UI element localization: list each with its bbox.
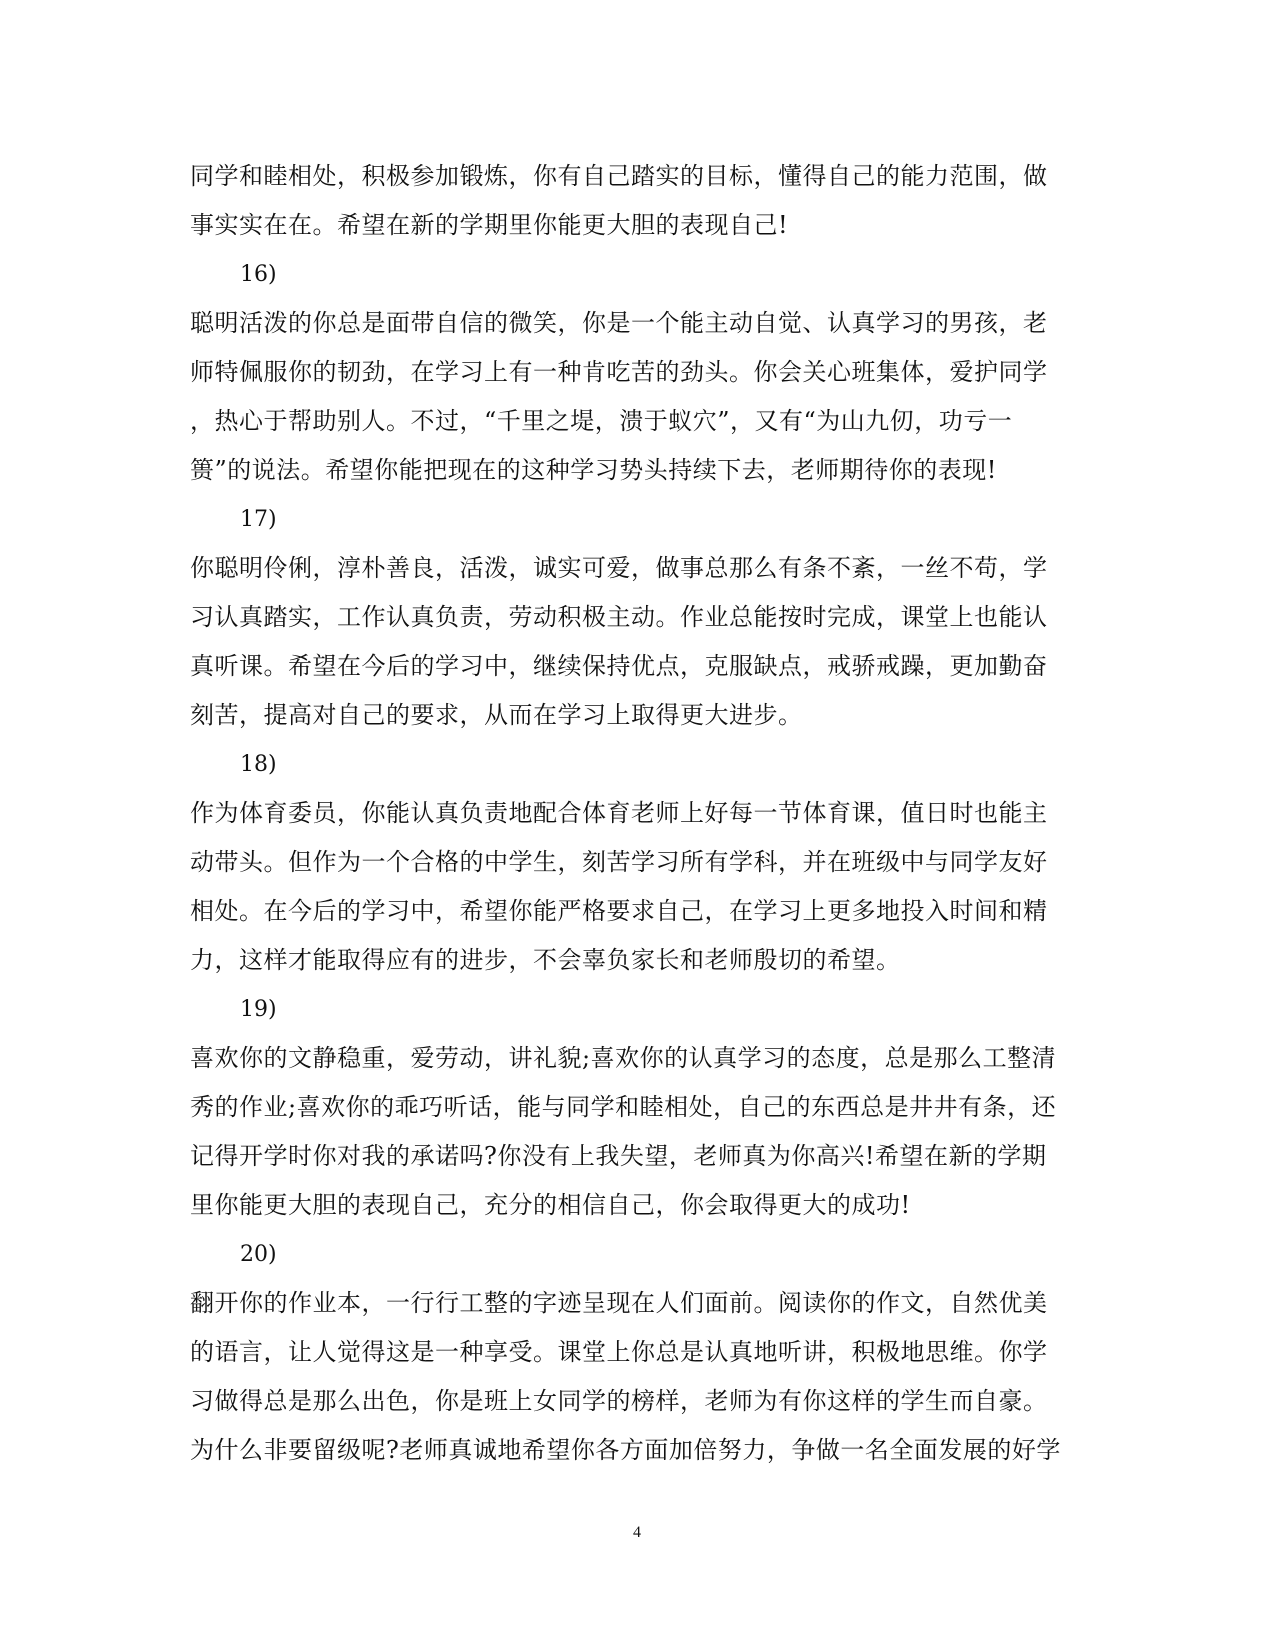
item-number: 20) <box>240 1242 277 1267</box>
text-line: 记得开学时你对我的承诺吗?你没有上我失望，老师真为你高兴!希望在新的学期 <box>190 1142 1047 1170</box>
text-line: 为什么非要留级呢?老师真诚地希望你各方面加倍努力，争做一名全面发展的好学 <box>190 1436 1061 1464</box>
text-line: 秀的作业;喜欢你的乖巧听话，能与同学和睦相处，自己的东西总是井井有条，还 <box>190 1093 1057 1121</box>
item-number: 19) <box>240 997 277 1022</box>
page-number: 4 <box>633 1524 641 1541</box>
text-line: 动带头。但作为一个合格的中学生，刻苦学习所有学科，并在班级中与同学友好 <box>190 848 1048 876</box>
text-line: 真听课。希望在今后的学习中，继续保持优点，克服缺点，戒骄戒躁，更加勤奋 <box>190 652 1048 680</box>
text-line: 的语言，让人觉得这是一种享受。课堂上你总是认真地听讲，积极地思维。你学 <box>190 1338 1048 1366</box>
text-line: 聪明活泼的你总是面带自信的微笑，你是一个能主动自觉、认真学习的男孩，老 <box>190 309 1048 337</box>
text-line: 作为体育委员，你能认真负责地配合体育老师上好每一节体育课，值日时也能主 <box>190 799 1048 827</box>
text-line: 喜欢你的文静稳重，爱劳动，讲礼貌;喜欢你的认真学习的态度，总是那么工整清 <box>190 1044 1057 1072</box>
text-line: 刻苦，提高对自己的要求，从而在学习上取得更大进步。 <box>190 701 803 729</box>
text-line: 翻开你的作业本，一行行工整的字迹呈现在人们面前。阅读你的作文，自然优美 <box>190 1289 1048 1317</box>
item-number: 16) <box>240 262 277 287</box>
item-number: 18) <box>240 752 277 777</box>
text-line: ，热心于帮助别人。不过，“千里之堤，溃于蚁穴”，又有“为山九仞，功亏一 <box>190 407 1013 435</box>
text-line: 同学和睦相处，积极参加锻炼，你有自己踏实的目标，懂得自己的能力范围，做 <box>190 162 1048 190</box>
text-line: 力，这样才能取得应有的进步，不会辜负家长和老师殷切的希望。 <box>190 946 901 974</box>
text-line: 习认真踏实，工作认真负责，劳动积极主动。作业总能按时完成，课堂上也能认 <box>190 603 1048 631</box>
text-line: 相处。在今后的学习中，希望你能严格要求自己，在学习上更多地投入时间和精 <box>190 897 1048 925</box>
text-line: 师特佩服你的韧劲，在学习上有一种肯吃苦的劲头。你会关心班集体，爱护同学 <box>190 358 1048 386</box>
text-line: 事实实在在。希望在新的学期里你能更大胆的表现自己! <box>190 211 789 239</box>
document-body <box>190 152 1090 1475</box>
text-line: 习做得总是那么出色，你是班上女同学的榜样，老师为有你这样的学生而自豪。 <box>190 1387 1048 1415</box>
text-line: 你聪明伶俐，淳朴善良，活泼，诚实可爱，做事总那么有条不紊，一丝不苟，学 <box>190 554 1048 582</box>
text-line: 里你能更大胆的表现自己，充分的相信自己，你会取得更大的成功! <box>190 1191 911 1219</box>
text-line: 篑”的说法。希望你能把现在的这种学习势头持续下去，老师期待你的表现! <box>190 456 997 484</box>
item-number: 17) <box>240 507 277 532</box>
